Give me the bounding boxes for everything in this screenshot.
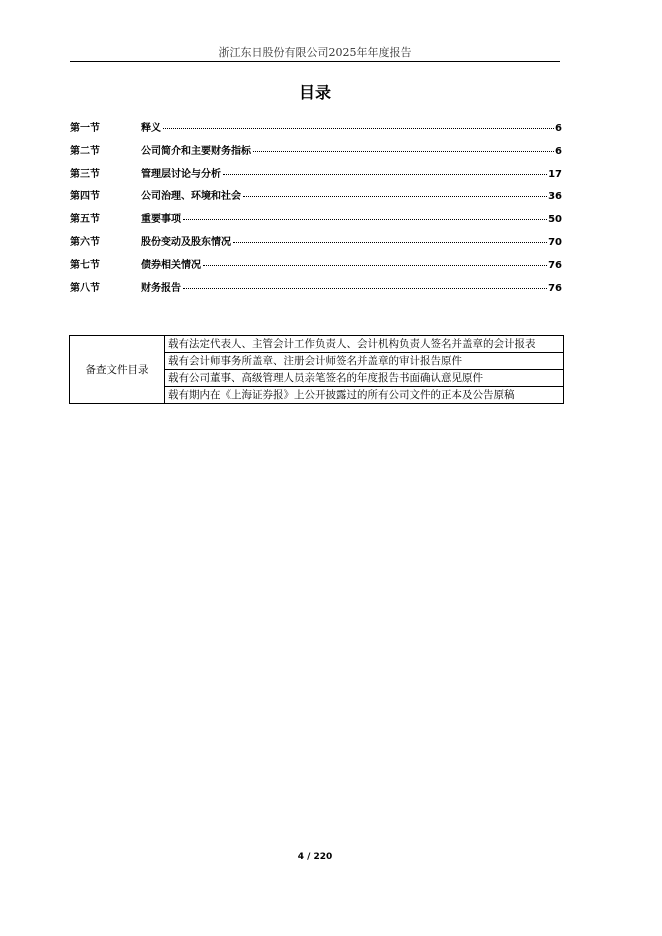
page-number: 4 / 220 [297,852,333,862]
toc-section-number: 第一节 [70,123,100,134]
toc-section-title: 公司治理、环境和社会 [141,191,241,203]
toc-entry[interactable] [70,279,562,302]
toc-entry[interactable] [70,187,562,210]
toc-section-number: 第七节 [70,259,100,271]
toc-section-title: 财务报告 [141,282,181,294]
toc-entry[interactable] [70,119,562,142]
toc-page-number: 36 [548,191,562,203]
toc-page-number: 17 [548,168,562,180]
toc-section-title: 债券相关情况 [141,259,201,271]
toc-leader-dots [183,219,547,220]
toc-leader-dots [233,242,547,243]
toc-page-number: 76 [548,259,562,271]
toc-entry[interactable] [70,165,562,188]
toc-page-number: 76 [548,282,562,294]
page-title: 目录 [298,83,331,102]
toc-leader-dots [163,128,554,129]
toc-section-title: 释义 [141,123,161,134]
toc-page-number: 6 [555,123,562,134]
toc-leader-dots [253,151,554,152]
toc-entry[interactable] [70,233,562,256]
toc-entry[interactable] [70,142,562,165]
reference-documents-table [69,335,564,404]
toc-page-number: 6 [555,145,562,157]
table-row [70,336,564,353]
toc-section-number: 第六节 [70,236,100,248]
toc-leader-dots [223,174,547,175]
toc-section-number: 第八节 [70,282,100,294]
toc-section-title: 重要事项 [141,214,181,226]
toc-page-number: 70 [548,236,562,248]
reference-doc-item: 载有期内在《上海证券报》上公开披露过的所有公司文件的正本及公告原稿 [165,387,564,404]
toc-section-number: 第四节 [70,191,100,203]
reference-doc-item: 载有公司董事、高级管理人员亲笔签名的年度报告书面确认意见原件 [165,370,564,387]
toc-section-number: 第五节 [70,214,100,226]
toc-leader-dots [243,196,547,197]
header-divider [70,61,560,62]
toc-section-title: 股份变动及股东情况 [141,236,231,248]
page-header: 浙江东日股份有限公司2025年年度报告 [218,46,412,59]
toc-entry[interactable] [70,210,562,233]
toc-section-title: 公司简介和主要财务指标 [141,145,251,157]
reference-doc-item: 载有法定代表人、主管会计工作负责人、会计机构负责人签名并盖章的会计报表 [165,336,564,353]
toc-section-number: 第三节 [70,168,100,180]
toc-leader-dots [183,288,547,289]
toc-entry[interactable] [70,256,562,279]
toc-leader-dots [203,265,547,266]
toc-section-number: 第二节 [70,145,100,157]
reference-doc-item: 载有会计师事务所盖章、注册会计师签名并盖章的审计报告原件 [165,353,564,370]
table-of-contents [70,119,562,301]
toc-page-number: 50 [548,214,562,226]
toc-section-title: 管理层讨论与分析 [141,168,221,180]
reference-docs-label: 备查文件目录 [70,336,165,404]
